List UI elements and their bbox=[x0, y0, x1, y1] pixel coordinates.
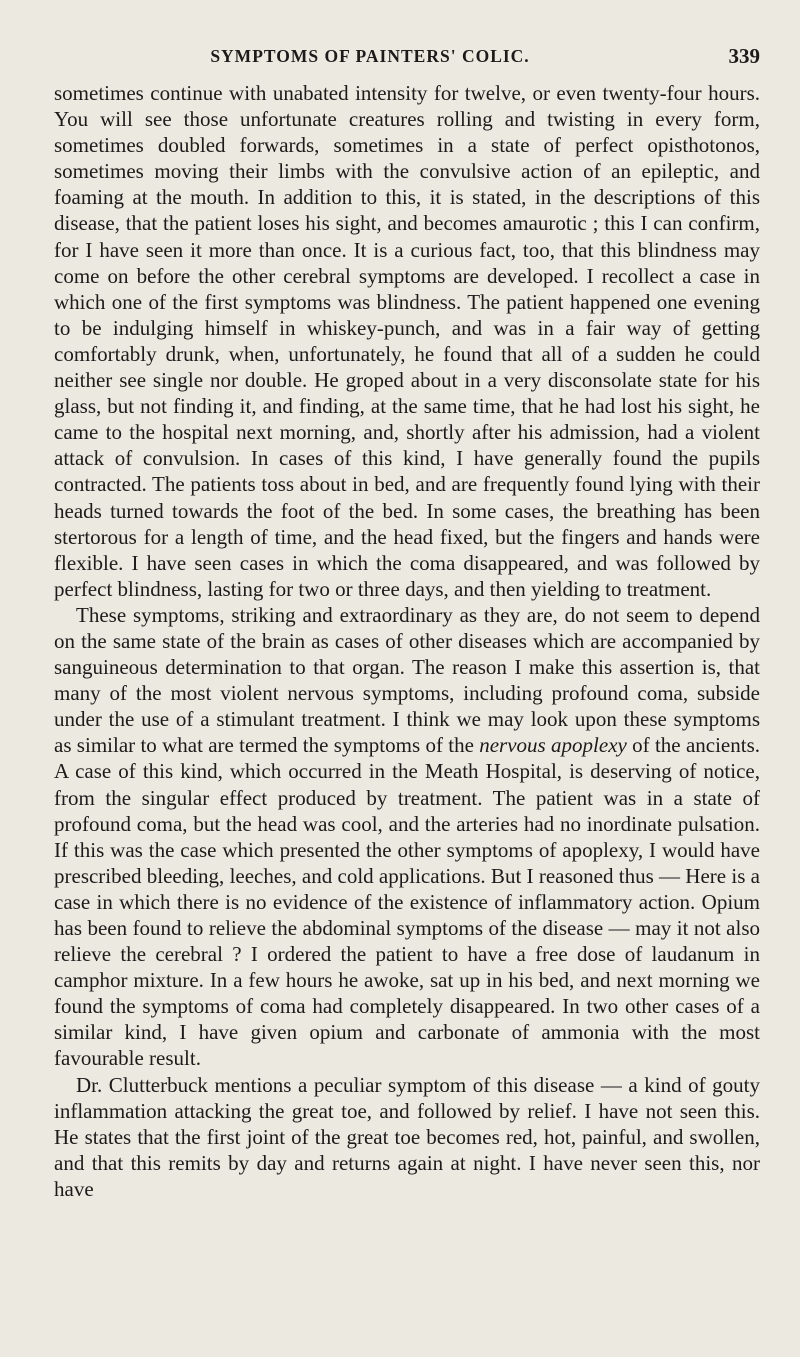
paragraph bbox=[54, 1072, 760, 1202]
text-segment: of the ancients. A case of this kind, which occurred in the Meath Hospital, is deserving of notice, from the singular effect produced by treatment. The patient was in a state of profound coma, but the head was cool, and the arteries had no inordinate pulsation. If this was the case which presented the other symptoms of apoplexy, I would have prescribed bleeding, leeches, and cold applications. But I reasoned thus — Here is a case in which there is no evidence of the existence of inflammatory action. Opium has been found to relieve the abdominal symptoms of the disease — may it not also relieve the cerebral ? I ordered the patient to have a free dose of laudanum in camphor mixture. In a few hours he awoke, sat up in his bed, and next morning we found the symptoms of coma had completely disappeared. In two other cases of a similar kind, I have given opium and carbonate of ammonia with the most favourable result. bbox=[54, 733, 760, 1071]
text-segment: Dr. Clutterbuck mentions a peculiar symptom of this disease — a kind of gouty inflammation attacking the great toe, and followed by relief. I have not seen this. He states that the first joint of the great toe becomes red, hot, painful, and swollen, and that this remits by day and returns again at night. I have never seen this, nor have bbox=[54, 1072, 760, 1201]
body-text bbox=[54, 80, 760, 1202]
paragraph bbox=[54, 80, 760, 602]
text-segment: sometimes continue with unabated intensity for twelve, or even twenty-four hours. You will see those unfortunate creatures rolling and twisting in every form, sometimes doubled forwards, sometimes in a state of perfect opisthotonos, sometimes moving their limbs with the convulsive action of an epileptic, and foaming at the mouth. In addition to this, it is stated, in the descriptions of this disease, that the patient loses his sight, and becomes amaurotic ; this I can confirm, for I have seen it more than once. It is a curious fact, too, that this blindness may come on before the other cerebral symptoms are developed. I recollect a case in which one of the first symptoms was blindness. The patient happened one evening to be indulging himself in whiskey-punch, and was in a fair way of getting comfortably drunk, when, unfortunately, he found that all of a sudden he could neither see single nor double. He groped about in a very disconsolate state for his glass, but not finding it, and finding, at the same time, that he had lost his sight, he came to the hospital next morning, and, shortly after his admission, had a violent attack of convulsion. In cases of this kind, I have generally found the pupils contracted. The patients toss about in bed, and are frequently found lying with their heads turned towards the foot of the bed. In some cases, the breathing has been stertorous for a length of time, and the head fixed, but the fingers and hands were flexible. I have seen cases in which the coma disappeared, and was followed by perfect blindness, lasting for two or three days, and then yielding to treatment. bbox=[54, 81, 760, 601]
paragraph bbox=[54, 602, 760, 1072]
text-segment: These symptoms, striking and extraordinary as they are, do not seem to depend on the same state of the brain as cases of other diseases which are accompanied by sanguineous determination to that organ. The reason I make this assertion is, that many of the most violent nervous symptoms, including profound coma, subside under the use of a stimulant treatment. I think we may look upon these symptoms as similar to what are termed the symptoms of the bbox=[54, 602, 760, 758]
running-title: SYMPTOMS OF PAINTERS' COLIC. bbox=[210, 46, 530, 66]
running-head bbox=[54, 46, 760, 80]
italic-term: nervous apoplexy bbox=[479, 733, 627, 758]
page-number: 339 bbox=[728, 44, 760, 68]
